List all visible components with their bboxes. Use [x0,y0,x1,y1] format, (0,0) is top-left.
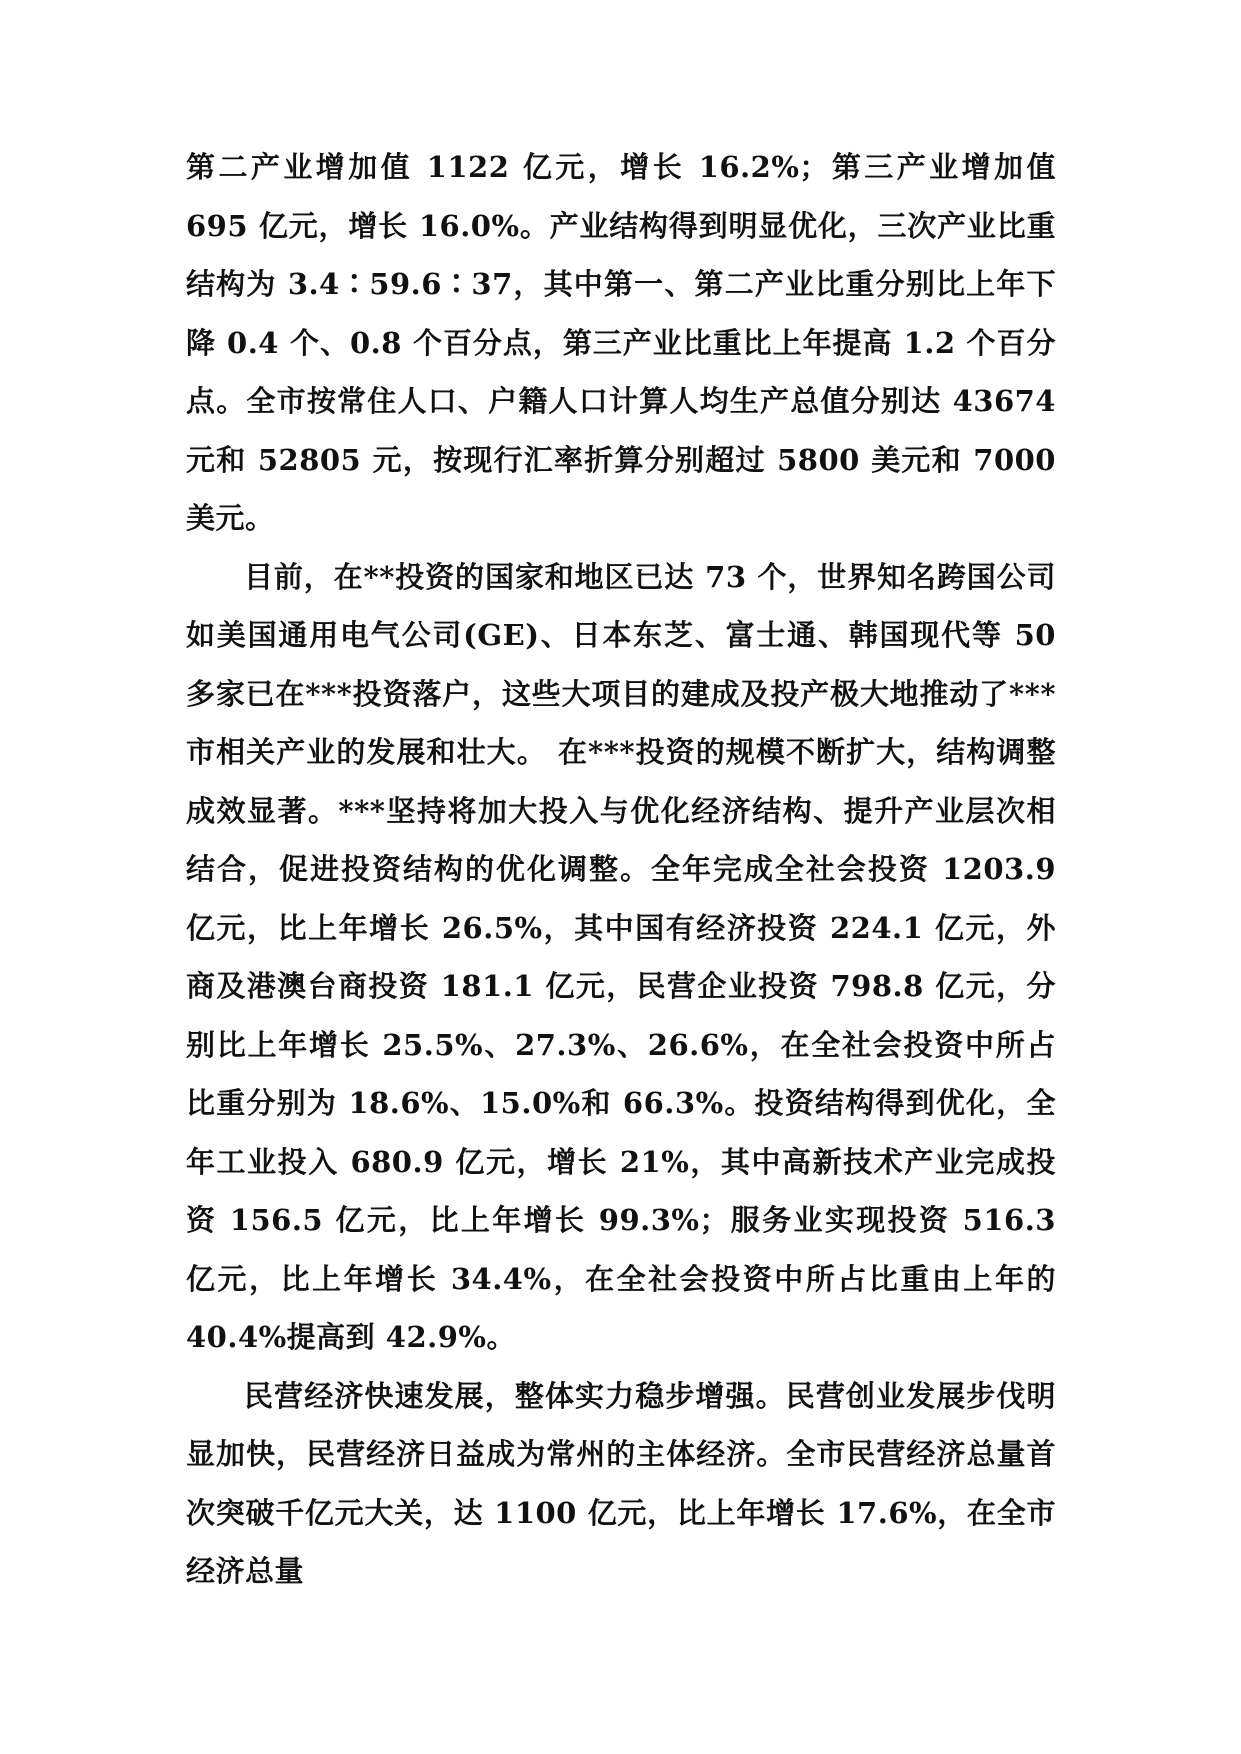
paragraph-private-economy: 民营经济快速发展，整体实力稳步增强。民营创业发展步伐明显加快，民营经济日益成为常州的主体经济。全市民营经济总量首次突破千亿元大关，达 1100 亿元，比上年增长 17.6%，在全市经济总量 [186,1378,1056,1588]
document-body [186,138,1056,1601]
paragraph-investment: 目前，在**投资的国家和地区已达 73 个，世界知名跨国公司如美国通用电气公司(GE)、日本东芝、富士通、韩国现代等 50 多家已在***投资落户，这些大项目的建成及投产极大地推动了***市相关产业的发展和壮大。 在***投资的规模不断扩大，结构调整成效显著。***坚持将加大投入与优化经济结构、提升产业层次相结合，促进投资结构的优化调整。全年完成全社会投资 1203.9 亿元，比上年增长 26.5%，其中国有经济投资 224.1 亿元，外商及港澳台商投资 181.1 亿元，民营企业投资 798.8 亿元，分别比上年增长 25.5%、27.3%、26.6%，在全社会投资中所占比重分别为 18.6%、15.0%和 66.3%。投资结构得到优化，全年工业投入 680.9 亿元，增长 21%，其中高新技术产业完成投资 156.5 亿元，比上年增长 99.3%；服务业实现投资 516.3 亿元，比上年增长 34.4%，在全社会投资中所占比重由上年的 40.4%提高到 42.9%。 [186,559,1056,1354]
paragraph-industry-structure: 第二产业增加值 1122 亿元，增长 16.2%；第三产业增加值 695 亿元，增长 16.0%。产业结构得到明显优化，三次产业比重结构为 3.4∶59.6∶37，其中第一、第二产业比重分别比上年下降 0.4 个、0.8 个百分点，第三产业比重比上年提高 1.2 个百分点。全市按常住人口、户籍人口计算人均生产总值分别达 43674 元和 52805 元，按现行汇率折算分别超过 5800 美元和 7000 美元。 [186,150,1056,535]
